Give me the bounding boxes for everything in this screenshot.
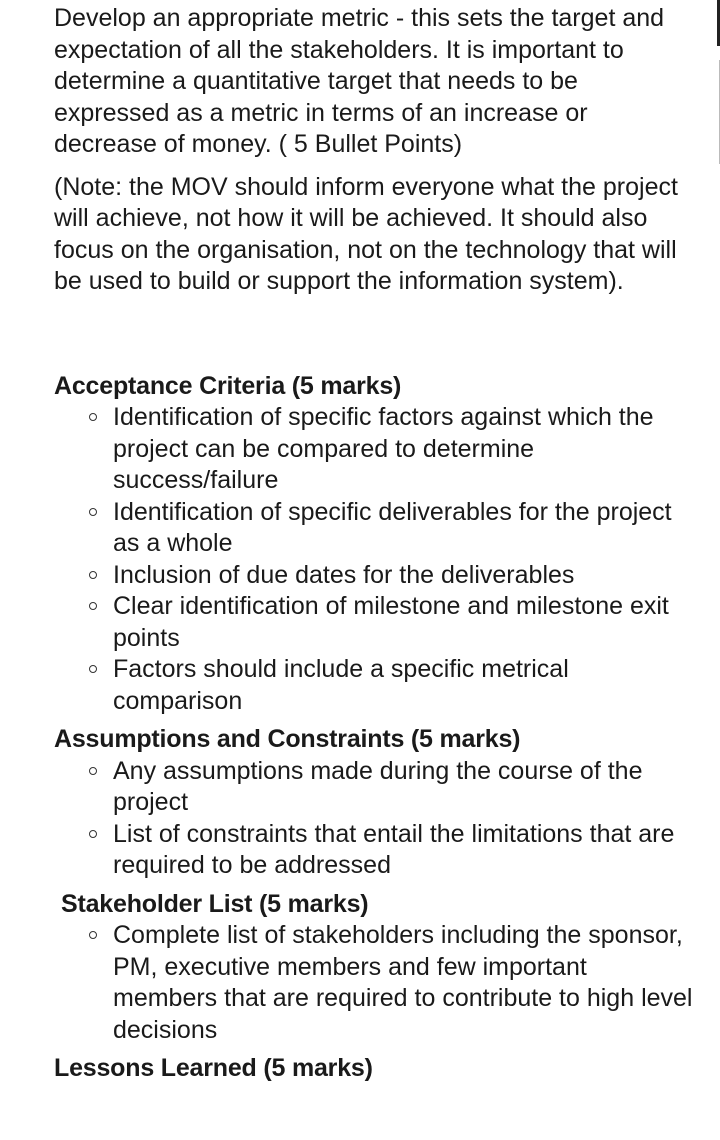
list-item-text: Any assumptions made during the course of the project: [113, 756, 643, 816]
list-item: [113, 654, 694, 717]
document-body: [54, 3, 694, 1085]
list-item-text: Clear identification of milestone and milestone exit points: [113, 592, 669, 652]
hollow-bullet-icon: [89, 602, 97, 610]
list-item-text: List of constraints that entail the limitations that are required to be addressed: [113, 819, 675, 879]
bullet-list: [54, 756, 694, 882]
hollow-bullet-icon: [89, 665, 97, 673]
section-acceptance-criteria: [54, 371, 694, 718]
list-item-text: Identification of specific deliverables for the project as a whole: [113, 497, 672, 557]
list-item: [113, 591, 694, 654]
hollow-bullet-icon: [89, 931, 97, 939]
list-item: [113, 756, 694, 819]
hollow-bullet-icon: [89, 571, 97, 579]
blank-space: [54, 298, 694, 371]
section-assumptions-constraints: [54, 724, 694, 882]
intro-paragraph-note: (Note: the MOV should inform everyone what the project will achieve, not how it will be achieved. It should also focus on the organisation, not on the technology that will be used to build or support the information system).: [54, 172, 678, 295]
list-item-text: Identification of specific factors against which the project can be compared to determine success/failure: [113, 403, 654, 494]
hollow-bullet-icon: [89, 508, 97, 516]
hollow-bullet-icon: [89, 767, 97, 775]
hollow-bullet-icon: [89, 830, 97, 838]
section-heading: Lessons Learned (5 marks): [54, 1054, 373, 1082]
list-item: [113, 819, 694, 882]
bullet-list: [54, 402, 694, 717]
section-heading: Stakeholder List (5 marks): [61, 889, 369, 918]
list-item: [113, 560, 694, 592]
list-item: [113, 402, 694, 497]
section-lessons-learned: [54, 1053, 694, 1085]
hollow-bullet-icon: [89, 413, 97, 421]
section-stakeholder-list: [54, 889, 694, 1047]
list-item-text: Inclusion of due dates for the deliverables: [113, 560, 575, 589]
section-heading: Assumptions and Constraints (5 marks): [54, 725, 521, 753]
list-item-text: Factors should include a specific metrical comparison: [113, 655, 569, 715]
intro-paragraph-metric: Develop an appropriate metric - this sets the target and expectation of all the stakeholders. It is important to determine a quantitative target that needs to be expressed as a metric in terms of an increase or decrease of money. ( 5 Bullet Points): [54, 4, 665, 158]
list-item: [113, 497, 694, 560]
list-item-text: Complete list of stakeholders including the sponsor, PM, executive members and few important members that are required to contribute to high level decisions: [113, 921, 693, 1044]
section-heading: Acceptance Criteria (5 marks): [54, 371, 402, 400]
list-item: [113, 920, 694, 1046]
bullet-list: [54, 920, 694, 1046]
